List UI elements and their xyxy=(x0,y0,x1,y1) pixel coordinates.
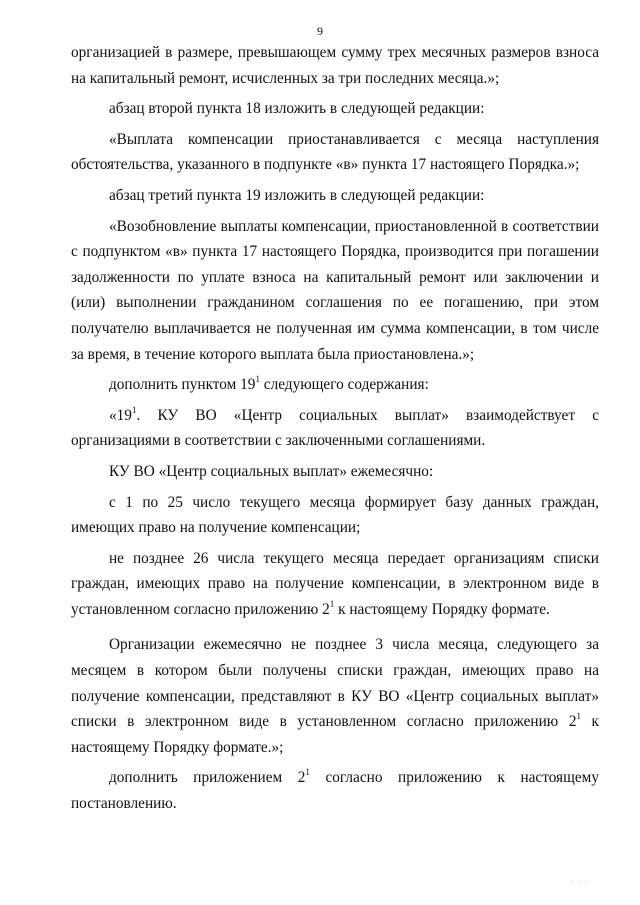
paragraph-11-text-before: Организации ежемесячно не позднее 3 числа месяца, следующего за месяцем в котором были получены списки граждан, имеющих право на получение компенсации, представляют в КУ ВО «Центр социальных выплат» списки в электронном виде в установленном согласно приложению 2 xyxy=(71,636,599,731)
paragraph-7-text-after: . КУ ВО «Центр социальных выплат» взаимодействует с организациями в соответствии с заключенными соглашениями. xyxy=(71,406,599,450)
paragraph-12-text-before: дополнить приложением 2 xyxy=(109,769,306,787)
paragraph-4-text: абзац третий пункта 19 изложить в следующей редакции: xyxy=(109,186,485,204)
paragraph-6-text-after: следующего содержания: xyxy=(259,376,429,394)
superscript-index: 1 xyxy=(576,711,581,722)
paragraph-1 xyxy=(71,40,599,91)
paragraph-3-text: «Выплата компенсации приостанавливается с месяца наступления обстоятельства, указанного в подпункте «в» пункта 17 настоящего Порядка.»; xyxy=(71,130,599,174)
paragraph-7-text-before: «19 xyxy=(109,406,132,424)
paragraph-9 xyxy=(71,490,599,541)
superscript-index: 1 xyxy=(131,404,137,415)
paragraph-1-text: организацией в размере, превышающем сумму трех месячных размеров взноса на капитальный ремонт, исчисленных за три последних месяца.»; xyxy=(71,44,599,87)
paragraph-9-text: с 1 по 25 число текущего месяца формирует базу данных граждан, имеющих право на получение компенсации; xyxy=(71,493,599,537)
paragraph-4 xyxy=(71,183,599,209)
paragraph-11 xyxy=(71,632,599,760)
paragraph-6-text-before: дополнить пунктом 19 xyxy=(109,376,256,394)
paragraph-3 xyxy=(71,127,599,178)
paragraph-10-text-after: к настоящему Порядку формате. xyxy=(334,600,550,618)
paragraph-11-text-after: к настоящему Порядку формате.»; xyxy=(71,713,599,756)
document-body xyxy=(71,40,599,822)
paragraph-5 xyxy=(71,214,599,368)
paragraph-7 xyxy=(71,403,599,454)
superscript-index: 1 xyxy=(329,598,335,609)
paragraph-2 xyxy=(71,96,599,122)
paragraph-5-text: «Возобновление выплаты компенсации, приостановленной в соответствии с подпунктом «в» пункта 17 настоящего Порядка, производится при погашении задолженности по уплате взноса на капитальный ремонт или заключении и (или) выполнении гражданином соглашения по ее погашению, при этом получателю выплачивается не полученная им сумма компенсации, в том числе за время, в течение которого выплата была приостановлена.»; xyxy=(71,217,599,363)
paragraph-8 xyxy=(71,459,599,485)
paragraph-12 xyxy=(71,765,599,816)
paragraph-2-text: абзац второй пункта 18 изложить в следующей редакции: xyxy=(109,100,485,118)
paragraph-10 xyxy=(71,546,599,623)
page-number: 9 xyxy=(317,24,323,38)
paragraph-6 xyxy=(71,372,599,398)
scan-artifact-mark: · · · xyxy=(571,878,588,887)
superscript-index: 1 xyxy=(305,767,310,778)
paragraph-10-text-before: не позднее 26 числа текущего месяца передает организациям списки граждан, имеющих право на получение компенсации, в электронном виде в установленном согласно приложению 2 xyxy=(71,549,599,618)
paragraph-12-text-after: согласно приложению к настоящему постановлению. xyxy=(71,769,599,813)
superscript-index: 1 xyxy=(255,374,260,385)
paragraph-8-text: КУ ВО «Центр социальных выплат» ежемесячно: xyxy=(109,462,434,480)
